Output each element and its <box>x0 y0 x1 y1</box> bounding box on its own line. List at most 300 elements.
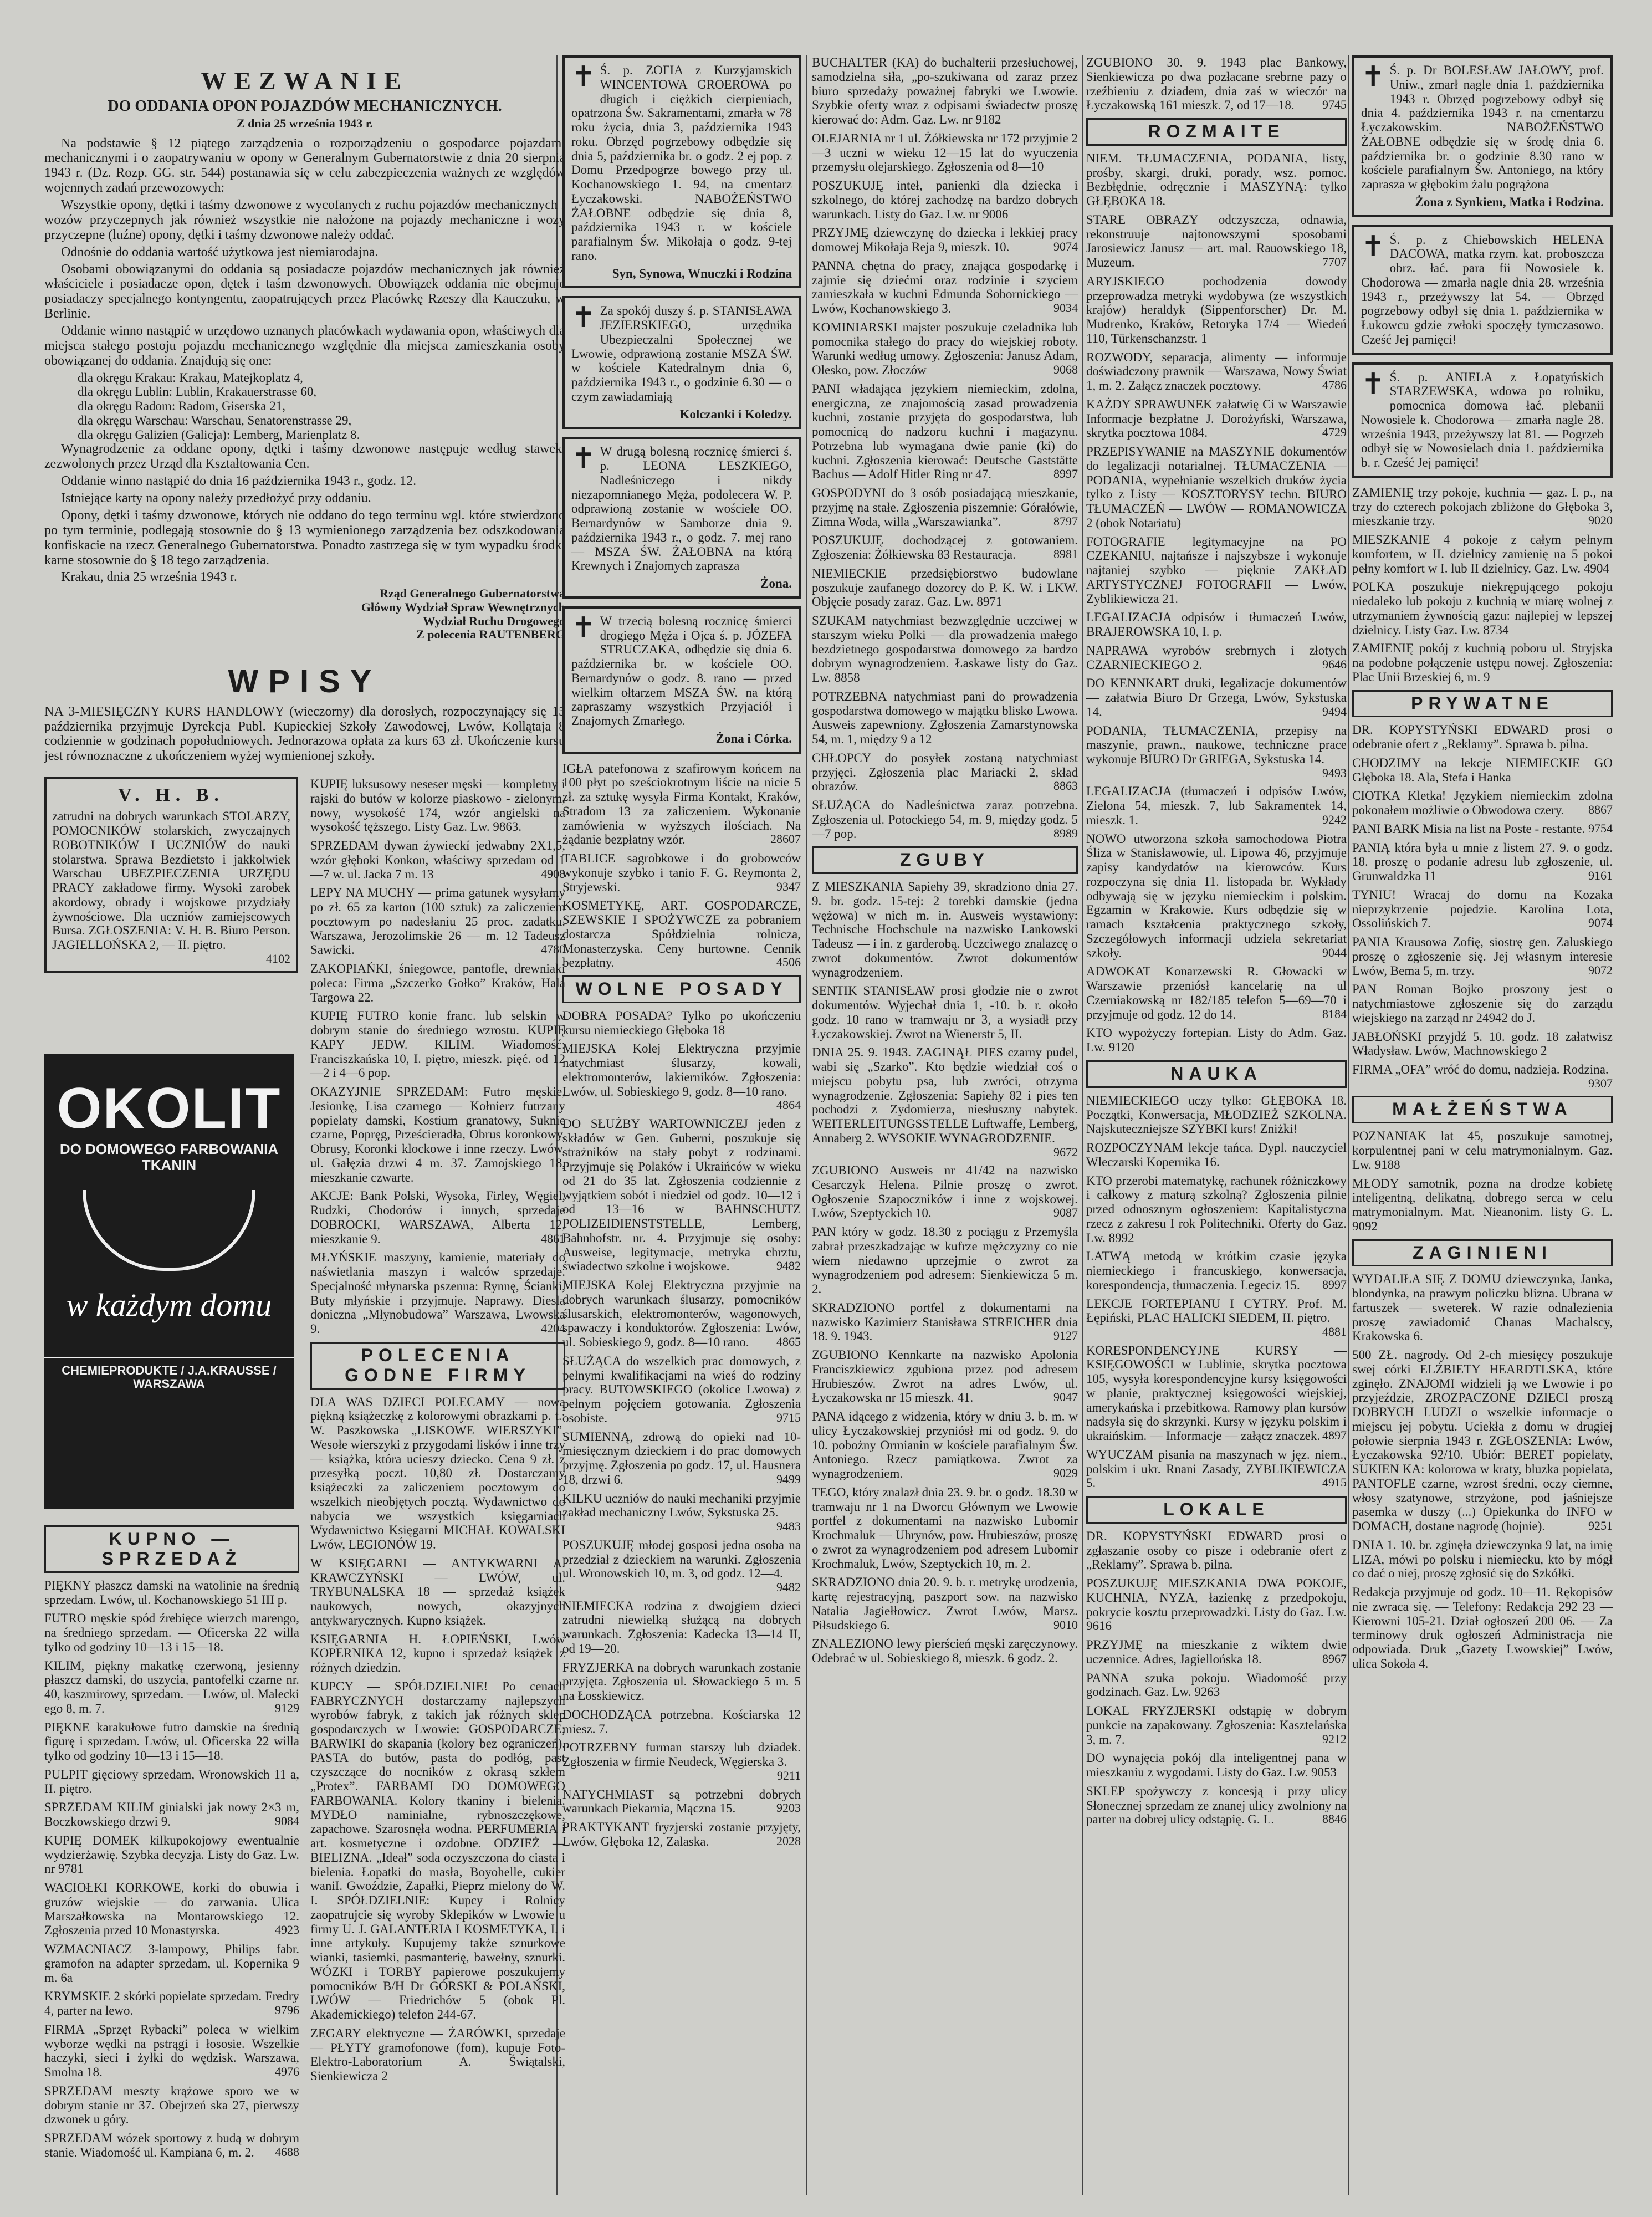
notice-signature-line: Główny Wydział Spraw Wewnętrznych <box>361 600 565 614</box>
ad-number: 9068 <box>1053 362 1078 376</box>
ad-number: 28607 <box>770 832 801 846</box>
ad-number: 9010 <box>1053 1617 1078 1632</box>
ad-number: 9494 <box>1322 704 1347 718</box>
okolit-ad <box>44 1054 294 1509</box>
obituary <box>562 55 801 288</box>
column-5 <box>1352 55 1613 2195</box>
classified-ad <box>310 1250 565 1336</box>
classified-ad <box>1086 964 1347 1021</box>
ad-number: 4861 <box>541 1231 565 1245</box>
ad-number: 9203 <box>776 1801 801 1815</box>
classified-ad <box>812 1301 1078 1344</box>
ad-number: 4506 <box>776 955 801 969</box>
ad-number: 9754 <box>1588 821 1613 835</box>
section-polecenia: POLECENIA GODNE FIRMY <box>310 1342 565 1390</box>
classified-ad <box>562 1491 801 1534</box>
column-2 <box>562 55 801 2195</box>
classified-ad <box>562 1787 801 1816</box>
ad-text: LOKAL FRYZJERSKI odstąpię w dobrym punkcie na zapakowany. Zgłoszenia: Kasztelańska 3, m. 7. <box>1086 1704 1347 1746</box>
classified-ad <box>1352 1538 1613 1581</box>
ad-number: 9084 <box>275 1814 299 1828</box>
bowl-icon <box>83 1190 255 1271</box>
ad-text: AKCJE: Bank Polski, Wysoka, Firley, Węgiel, Rudzki, Chodorów i innych, sprzedaje DOBROCKI, WARSZAWA, Alberta 12, mieszkanie 9. <box>310 1189 565 1246</box>
ad-number: 8797 <box>1053 514 1078 528</box>
ad-text: PRZEPISYWANIE na MASZYNIE dokumentów do legalizacji notarialnej. TŁUMACZENIA — PODANIA, wypełnianie wszelkich druków życia tylko z Listy — KOSZTORYSY techn. BIURO TŁUMACZEŃ — LWÓW — ROMANOWICZA 2 (obok Notariatu) <box>1086 445 1347 530</box>
ad-text: JABŁOŃSKI przyjdź 5. 10. godz. 18 załatwisz Władysław. Lwów, Machnowskiego 2 <box>1352 1029 1613 1058</box>
ad-text: PAN który w godz. 18.30 z pociągu z Przemyśla zabrał przeszkadzając w kufrze mężczyzny co nie wiem niedawno uprzejmie o zwrot za wynagrodzeniem pod adresem: Sienkiewicza 5 m. 2. <box>812 1225 1078 1296</box>
classified-ad <box>310 1009 565 1080</box>
ad-number: 4915 <box>1322 1475 1347 1490</box>
ad-text: PANNA szuka pokoju. Wiadomość przy godzinach. Gaz. Lw. 9263 <box>1086 1671 1347 1699</box>
ad-text: FIRMA „Sprzęt Rybacki” poleca w wielkim wyborze wędki na pstrągi i łososie. Wszelkie haczyki, sieci i żyłki do wędzisk. Warszawa, Smolna 18. <box>44 2022 299 2080</box>
ad-text: KTO przerobi matematykę, rachunek różniczkowy i całkowy z maturą szkolną? Zgłoszenia pilnie przed odnosznym ogłoszeniem: Kapitalistyczna rzecz z zakresu I rok Politechniki. Oferty do Gaz. Lw. 8992 <box>1086 1173 1347 1245</box>
okolit-motto: DO DOMOWEGO FARBOWANIA TKANIN <box>59 1140 279 1173</box>
ad-number: 7707 <box>1322 255 1347 269</box>
classified-ad <box>812 1225 1078 1296</box>
ad-text: ZAMIENIĘ pokój z kuchnią poboru ul. Stryjska na podobne połączenie ustępu nowej. Zgłoszenia: Plac Unii Brzeskiej 6, m. 9 <box>1352 641 1613 684</box>
cross-icon: ✝ <box>571 302 596 334</box>
ad-text: SKLEP spożywczy z koncesją i przy ulicy Słonecznej sprzedam ze znanej ulicy zwolniony na parter na dobrej ulicy odstąpię. G. L. <box>1086 1784 1347 1827</box>
ad-number: 9047 <box>1053 1390 1078 1404</box>
classified-ad <box>812 1348 1078 1405</box>
ad-text: MIEJSKA Kolej Elektryczna przyjmie natychmiast ślusarzy, kowali, elektromonterów, lakierników. Zgłoszenia: Lwów, ul. Sobieskiego 9, godz. 8—10 rano. <box>562 1041 801 1099</box>
classified-ad <box>1352 1030 1613 1059</box>
ad-text: MŁYŃSKIE maszyny, kamienie, materiały do naświetlania maszyn i walców sprzedaje. Specjalność młynarska pszenna: Rynnę, Ścianki, Buty młyńskie i przyjmuje. Naprawy. Diesla doniczna „Młynobudowa” Warszawa, Lwowska 9. <box>310 1250 565 1336</box>
ad-text: LEKCJE FORTEPIANU I CYTRY. Prof. M. Łępiński, PLAC HALICKI SIEDEM, II. piętro. <box>1086 1296 1347 1325</box>
classified-ad <box>1086 724 1347 780</box>
obituary-text: Ś. p. z Chiebowskich HELENA DACOWA, matka rzym. kat. proboszcza obrz. łać. para fii Nowosiele k. Chodorowa — zmarła nagle dnia 28. września 1943 r., przeżywszy lat 54. — Obrzęd pogrzebowy odbył się dnia 1. października w Łukowcu gdzie zwłoki spoczęły tymczasowo. Cześć Jej pamięci! <box>1361 232 1604 346</box>
notice-signature-line: Rząd Generalnego Gubernatorstwa <box>380 586 565 601</box>
ad-text: LATWĄ metodą w krótkim czasie języka niemieckiego i francuskiego, konwersacja, korespondencja, tłumaczenia. Legeciz 15. <box>1086 1249 1347 1292</box>
ad-text: PIĘKNE karakułowe futro damskie na średnią figurę i sprzedam. Lwów, ul. Oficerska 22 willa tylko od godziny 10—13 i 15—18. <box>44 1720 299 1763</box>
classified-ad <box>812 226 1078 254</box>
notice-paragraph: Opony, dętki i taśmy dzwonowe, których nie oddano do tego terminu wgl. które stwierdzono po tym terminie, podlegają stosownie do § 13 wymienionego zarządzenia bez odszkodowania konfiskacie na rzecz Generalnego Gubernatorstwa. Ponadto zastrzega się w tym wypadku środki karne stosownie do § 18 tego zarządzenia. <box>44 508 565 568</box>
ad-text: OLEJARNIA nr 1 ul. Żółkiewska nr 172 przyjmie 2—3 uczni w wieku 12—15 lat do wyuczenia przemysłu olejarskiego. Zgłoszenia od 8—10 <box>812 131 1078 174</box>
classified-ad <box>812 880 1078 979</box>
ad-number: 9251 <box>1588 1519 1613 1533</box>
ad-text: DR. KOPYSTYŃSKI EDWARD prosi o zgłaszanie osoby co pisze i odebranie ofert z „Reklamy”. Sprawa b. pilna. <box>1086 1529 1347 1572</box>
ad-text: NOWO utworzona szkoła samochodowa Piotra Śliza w Stanisławowie, ul. Lipowa 46, przyjmuje zapisy kandydatów na kierowców. Kurs rozpoczyna się dnia 11. listopada br. Wykłady odbywają się w języku niemieckim i polskim. Egzamin w Krakowie. Kurs odbędzie się w ramach kształcenia praktycznego szkoły, Szczegółowych informacji udziela sekretariat szkoły. <box>1086 831 1347 960</box>
classified-ad <box>1352 789 1613 818</box>
classified-ad <box>1086 1671 1347 1700</box>
ad-number: 8184 <box>1322 1007 1347 1021</box>
notice-paragraph: Oddanie winno nastąpić do dnia 16 października 1943 r., godz. 12. <box>61 474 417 489</box>
classified-ad <box>1086 1141 1347 1169</box>
classified-ad <box>562 1661 801 1703</box>
ad-text: POSZUKUJĘ inteł, panienki dla dziecka i szkolnego, do której zachodzę na bardzo dobrych warunkach. Listy do Gaz. Lw. nr 9006 <box>812 178 1078 221</box>
notice-body <box>44 136 565 369</box>
classified-ad <box>1086 610 1347 639</box>
classified-ad <box>44 1768 299 1796</box>
classified-ad <box>1352 1585 1613 1671</box>
ad-text: ADWOKAT Konarzewski R. Głowacki w Warszawie przeniósł kancelarię na ul Czerniakowską nr 182/185 telefon 5—69—70 i przyjmuje od godz. 12 do 14. <box>1086 964 1347 1021</box>
obituary <box>562 296 801 429</box>
ad-text: STARE OBRAZY odczyszcza, odnawia, rekonstruuje najtonowszymi sposobami Jarosiewicz Janusz — art. mal. Rauowskiego 18, Muzeum. <box>1086 212 1347 270</box>
column-divider <box>1348 55 1349 2195</box>
ad-number: 4908 <box>541 866 565 881</box>
ad-text: NIEMIECKIEGO uczy tylko: GŁĘBOKA 18. Początki, Konwersacja, MŁODZIEŻ SZKOLNA. Najskuteczniejsze SZYBKI kurs! Zniżki! <box>1086 1093 1347 1136</box>
ad-text: KUPCY — SPÓŁDZIELNIE! Po cenach FABRYCZNYCH dostarczamy najlepszych wyrobów fabryk, z takich jak różnych sklep gospodarczych w Lwowie: GOSPODARCZE; BARWIKI do skapania (kolory bez ograniczeń). PASTA do butów, pasta do podłóg, past czyszczące do nocników z okrasą szkłem „Protex”. FARBAMI DO DOMOWEGO FARBOWANIA. Kolory tkaniny i bielenia. MYDŁO naminialne, rybnoszczękowe, zapachowe. Szarosnęła wodna. PERFUMERIA i art. kosmetyczne i ozdobne. ODZIEŻ — BIELIZNA. „Ideał” soda oczyszczona do ciasta i bielenia. Łopatki do masła, Boyohelle, cukier waniI. Gwoździe, Zapałki, Pieprz mielony do W. I. SPÓŁDZIELNIE: Kupcy i Rolnicy zaopatrujcie się wyroby Sklepików w Lwowie u firmy U. J. GALANTERIA I KOSMETYKA, I. i inne artykuły. Kupujemy także sznurkowe wianki, tasiemki, pasmanterię, bawełny, sznurki. WÓZKI i TORBY papierowe poszukujemy pomocników B/H Dr GÓRSKI & POLAŃSKI, LWÓW — Friedrichów 5 (obok Pl. Akademickiego) telefon 244-67. <box>310 1679 565 2022</box>
classified-ad <box>1352 1129 1613 1172</box>
ad-text: TABLICE sagrobkowe i do grobowców wykonuje szybko i tanio F. G. Reymonta 2, Stryjewski. <box>562 851 801 894</box>
ads-list <box>310 1395 565 2083</box>
classified-ad <box>562 1820 801 1849</box>
ad-text: NAPRAWA wyrobów srebrnych i złotych CZARNIECKIEGO 2. <box>1086 643 1347 672</box>
ad-number: 8867 <box>1588 803 1613 817</box>
classified-ad <box>1086 832 1347 961</box>
ad-text: TEGO, który znalazł dnia 23. 9. br. o godz. 18.30 w tramwaju nr 1 na Dworcu Głównym we Lwowie portfel z dokumentami na nazwisko Lubomir Krochmaluk — Uhrynów, pow. Hrubieszów, proszę o zwrot za wynagrodzeniem pod adresem Lubomir Krochmaluk, Lwów, Szeptyckich 10, m. 2. <box>812 1485 1078 1571</box>
classified-ad <box>44 1942 299 1985</box>
ad-text: FOTOGRAFIE legitymacyjne na PO CZEKANIU, najtańsze i najszybsze i wykonuje najtaniej szybko — pięknie ZAKŁAD ARTYSTYCZNEJ FOTOGRAFII — Lwów, Zyblikiewicza 21. <box>1086 534 1347 606</box>
notice-signature-line: Z polecenia RAUTENBERG <box>416 627 565 642</box>
ad-text: PULPIT gięciowy sprzedam, Wronowskich 11 a, II. piętro. <box>44 1767 299 1796</box>
section-prywatne: PRYWATNE <box>1352 690 1613 718</box>
ad-text: PANI władająca językiem niemieckim, zdolna, energiczna, ze znajomością zasad prowadzenia kuchni, zostanie przyjęta do gospodarstwa, lub pomocnicą do nadzoru kuchni i magazynu. Potrzebna lub wymagana dwie panie (ki) do kuchni. Zgłoszenia kierować: Deutsche Gaststätte Bachus — Adolf Hitler Ring nr 47. <box>812 381 1078 482</box>
notice-body-2 <box>44 442 565 585</box>
ad-text: POZNANIAK lat 45, poszukuje samotnej, korpulentnej pani w celu matrymonialnym. Gaz. Lw. 9188 <box>1352 1129 1613 1172</box>
ad-text: ARYJSKIEGO pochodzenia dowody przeprowadza metryki wydobywa (ze wszystkich krajów) heraldyk (Sippenforscher) Dr. M. Mudrenko, Kraków, Retoryka 17/4 — Wiedeń 110, Türkenschanzstr. 1 <box>1086 274 1347 345</box>
ad-number: 9074 <box>1053 239 1078 253</box>
notice-list-item: dla okręgu Lublin: Lublin, Krakauerstrasse 60, <box>78 385 317 399</box>
ad-number: 4864 <box>776 1098 801 1112</box>
classified-ad <box>1352 841 1613 883</box>
ad-number: 9672 <box>1053 1145 1078 1159</box>
okolit-maker: CHEMIEPRODUKTE / J.A.KRAUSSE / WARSZAWA <box>44 1357 294 1391</box>
okolit-brand: OKOLIT <box>57 1076 282 1141</box>
ad-number: 9483 <box>776 1519 801 1534</box>
classified-ad <box>1352 533 1613 575</box>
classified-ad <box>1086 1344 1347 1443</box>
ad-number: 4729 <box>1322 425 1347 440</box>
classified-ad <box>1086 350 1347 393</box>
ad-text: NIEMIECKA rodzina z dwojgiem dzieci zatrudni niewielką służącą na dobrych warunkach. Zgłoszenia: Kadecka 13—14 II, od 19—20. <box>562 1598 801 1656</box>
ad-text: POTRZEBNY furman starszy lub dziadek. Zgłoszenia w firmie Neudeck, Węgierska 3. <box>562 1740 801 1769</box>
ad-text: DOCHODZĄCA potrzebna. Kościarska 12 miesz. 7. <box>562 1707 801 1736</box>
section-nauka: NAUKA <box>1086 1060 1347 1088</box>
ad-number: 8997 <box>1322 1277 1347 1291</box>
ad-text: MIESZKANIE 4 pokoje z całym pełnym komfortem, w II. dzielnicy zamienię na 5 pokoi pełny komfort w I. lub II dzielnicy. Gaz. Lw. 4904 <box>1352 533 1613 575</box>
ad-text: OKAZYJNIE SPRZEDAM: Futro męskie, Jesionkę, Lisa czarnego — Kołnierz futrzany popielaty damski, Kostium granatowy, Suknie czarne, Popręg, Prześcieradła, Obrus koronkowy, Obrusy, Koronki klockowe i inne rzeczy. Lwów, ul. Gałęzia drzwi 4 m. 37. Zamojskiego 18, mieszkanie czwarte. <box>310 1085 565 1184</box>
classified-ad <box>562 1740 801 1782</box>
ad-text: KSIĘGARNIA H. ŁOPIEŃSKI, Lwów KOPERNIKA 12, kupno i sprzedaż książek z różnych dziedzin. <box>310 1632 565 1675</box>
ad-number: 9745 <box>1322 98 1347 112</box>
ad-text: SPRZEDAM KILIM ginialski jak nowy 2×3 m, Boczkowskiego drzwi 9. <box>44 1800 299 1829</box>
ad-text: DOBRA POSADA? Tylko po ukończeniu kursu niemieckiego Głęboka 18 <box>562 1008 801 1037</box>
ad-number: 4923 <box>275 1923 299 1937</box>
ad-text: POSZUKUJĘ młodej gosposi jedna osoba na przedział z dzieckiem na warunki. Zgłoszenia ul. Wronowskich 10, m. 3, od godz. 12—4. <box>562 1537 801 1581</box>
cross-icon: ✝ <box>571 612 596 644</box>
classified-ad <box>1352 1272 1613 1344</box>
classified-ad <box>310 1085 565 1184</box>
ad-text: PRZYJMĘ dziewczynę do dziecka i lekkiej pracy domowej Mikołaja Reja 9, mieszk. 10. <box>812 226 1078 254</box>
ad-text: KILKU uczniów do nauki mechaniki przyjmie zakład mechaniczny Lwów, Sykstuska 25. <box>562 1491 801 1520</box>
obituary-text: W trzecią bolesną rocznicę śmierci drogiego Męża i Ojca ś. p. JÓZEFA STRUCZAKA, odbędzie się dnia 6. października br. w kościele OO. Bernardynów o godz. 8. rano — przed wielkim ołtarzem MSZA ŚW. na którą zapraszamy wszystkich Przyjaciół i Znajomych Zmarłego. <box>571 614 792 728</box>
ad-text: SKRADZIONO portfel z dokumentami na nazwisko Kazimierz Stanisława STREICHER dnia 18. 9. 1943. <box>812 1300 1078 1344</box>
ad-text: PRAKTYKANT fryzjerski zostanie przyjęty, Lwów, Głęboka 12, Zalaska. <box>562 1820 801 1848</box>
ad-text: WZMACNIACZ 3-lampowy, Philips fabr. gramofon na adapter sprzedam, ul. Kopernika 9 m. 6a <box>44 1942 299 1985</box>
vhb-title: V. H. B. <box>118 785 224 806</box>
notice-paragraph: Osobami obowiązanymi do oddania są posiadacze pojazdów mechanicznych jak również właściciele i posiadacze opon, dętek i taśm dzwonowych. Obowiązek oddania nie obejmuje posiadaczy specjalnego kontyngentu, zaopatrujących przez Placówkę Rzeszy dla Kauczuku, w Berlinie. <box>44 262 565 321</box>
ad-text: KRYMSKIE 2 skórki popielate sprzedam. Fredry 4, parter na lewo. <box>44 1989 299 2018</box>
cross-icon: ✝ <box>1361 231 1385 263</box>
classified-ad <box>812 614 1078 685</box>
ad-text: POLKA poszukuje niekrępującego pokoju niedaleko lub pokoju z kuchnią w miarę wolnej z utrzymaniem żywnością gazu: najlepiej w lepszej dzielnicy. Listy Gaz. Lw. 8734 <box>1352 580 1613 637</box>
ad-number: 4897 <box>1322 1428 1347 1443</box>
ad-text: PANIĄ która była u mnie z listem 27. 9. o godz. 18. proszę o podanie adresu lub zgłoszenie, ul. Grunwaldzka 11 <box>1352 840 1613 883</box>
ad-text: FRYZJERKA na dobrych warunkach zostanie przyjęta. Zgłoszenia ul. Słowackiego 5 m. 5 na Łosskiewicz. <box>562 1660 801 1703</box>
ad-number: 9129 <box>275 1700 299 1715</box>
classified-ad <box>562 1430 801 1487</box>
kupno-sprzedaz-left <box>44 1520 299 2164</box>
ad-text: IGŁA patefonowa z szafirowym końcem na 100 płyt po sześciokrotnym liście na nicie 5 zł. za sztukę wysyła Firma Kontakt, Kraków, Stradom 13 za zaliczeniem. Wykonanie zamówienia w wyższych ilościach. Na żądanie bezpłatny wzór. <box>562 761 801 847</box>
ad-text: FIRMA „OFA” wróć do domu, nadzieja. Rodzina. <box>1352 1062 1609 1077</box>
ad-text: W KSIĘGARNI — ANTYKWARNI A. KRAWCZYŃSKI — LWÓW, ul. TRYBUNALSKA 18 — sprzedaż książek naukowych, nowych, okazyjnych antykwarycznych. Kupno książek. <box>310 1556 565 1627</box>
column-4 <box>1086 55 1347 2195</box>
classified-ad <box>562 1041 801 1112</box>
classified-ad <box>812 798 1078 841</box>
classified-ad <box>812 178 1078 221</box>
notice-paragraph: Istniejące karty na opony należy przedłożyć przy oddaniu. <box>61 491 371 505</box>
classified-ad <box>812 1575 1078 1632</box>
ad-text: PRZYJMĘ na mieszkanie z wiktem dwie uczennice. Adres, Jagiellońska 18. <box>1086 1638 1347 1666</box>
classified-ad <box>1086 1174 1347 1245</box>
notice-paragraph: Oddanie winno nastąpić w urzędowo uznanych placówkach wydawania opon, właściwych dla miejsca stałego postoju pojazdu mechanicznego względnie dla miejsca zamieszkania osoby obowiązanej do oddania. Znajdują się one: <box>44 324 565 368</box>
classified-ad <box>562 1538 801 1595</box>
classified-ad <box>1086 1026 1347 1055</box>
obituary-text: Ś. p. ANIELA z Łopatyńskich STARZEWSKA, wdowa po rolniku, pomocnica domowa łać. plebanii Nowosiele k. Chodorowa — zmarła nagle 28. września 1943, przeżywszy lat 81. — Pogrzeb odbył się w Nowosielach dnia 1. października b. r. Cześć Jej pamięci! <box>1361 370 1604 469</box>
ad-number: 9211 <box>776 1768 801 1782</box>
classified-ad <box>1086 445 1347 530</box>
classified-ad <box>1086 1784 1347 1827</box>
ad-text: CIOTKA Kletka! Językiem niemieckim zdolna pokonałem możliwie o Obwodowa czery. <box>1352 789 1613 818</box>
classified-ad <box>1086 1751 1347 1780</box>
classified-ad <box>1086 213 1347 270</box>
notice-list-item: dla okręgu Krakau: Krakau, Matejkoplatz 4, <box>78 370 303 385</box>
classified-ad <box>562 851 801 894</box>
ad-text: KUPIĘ FUTRO konie franc. lub selskin w dobrym stanie do średniego wzrostu. KUPIĘ KAPY JEDW. KILIM. Wiadomość: Franciszkańska 10, I. piętro, mieszk. pięć. od 12—2 i 4—6 pop. <box>310 1009 565 1080</box>
ad-number: 4780 <box>541 942 565 957</box>
obituary-signature: Kolczanki i Koledzy. <box>679 407 792 421</box>
classified-ad <box>44 1989 299 2018</box>
ad-number: 8981 <box>1053 547 1078 561</box>
classified-ad <box>562 762 801 847</box>
ad-text: POTRZEBNA natychmiast pani do prowadzenia gospodarstwa domowego w majątku blisko Lwowa. Ausweis zapewniony. Zgłoszenia Zamarstynowska 54, m. 1, między 9 a 12 <box>812 689 1078 746</box>
ad-text: WYUCZAM pisania na maszynach w jęz. niem., polskim i ukr. Rnani Zasady, ZYBLIKIEWICZA 5. <box>1086 1447 1347 1490</box>
ad-text: TYNIU! Wracaj do domu na Kozaka nieprzykrzenie pojedzie. Karolina Lota, Ossolińskich 7. <box>1352 887 1613 931</box>
ad-text: KUPIĘ luksusowy neseser męski — kompletny i rajski do butów w kolorze piaskowo - zielonym, nowy, wysokość 174, wzór angielski na wysokość tęższego. Listy Gaz. Lw. 9863. <box>310 777 565 834</box>
ad-number: 8967 <box>1322 1651 1347 1666</box>
ad-text: Redakcja przyjmuje od godz. 10—11. Rękopisów nie zwraca się. — Telefony: Redakcja 292 23 — Kierowni 105-21. Dział ogłoszeń 200 06. — Za terminowy druk ogłoszeń Administracja nie odpowiada. Druk „Gazety Lwowskiej” Lwów, ulica Sokoła 4. <box>1352 1585 1613 1671</box>
obituary-signature: Syn, Synowa, Wnuczki i Rodzina <box>612 266 792 280</box>
ads-list <box>44 1579 299 2160</box>
ad-number: 9482 <box>776 1259 801 1273</box>
ad-text: SZUKAM natychmiast bezwzględnie uczciwej w starszym wieku Polki — dla prowadzenia małego bezdzietnego gospodarstwa domowego za bardzo dobrym wynagrodzeniem. Łaskawe listy do Gaz. Lw. 8858 <box>812 614 1078 684</box>
ad-text: WACIOŁKI KORKOWE, korki do obuwia i gruzów wiejskie — do zarwania. Ulica Marszałkowska na Montarowskiego 12. Zgłoszenia przed 10 Monastyrska. <box>44 1881 299 1938</box>
ad-text: LEGALIZACJA (tłumaczeń i odpisów Lwów, Zielona 54, mieszk. 7, lub Sakramentek 14, mieszk. 1. <box>1086 784 1347 827</box>
ad-text: GOSPODYNI do 3 osób posiadającą mieszkanie, przyjmę na stałe. Zgłoszenia piszemnie: Górałówie, Zimna Woda, willa „Warszawianka”. <box>812 486 1078 529</box>
classified-ad <box>1352 888 1613 931</box>
section-zaginieni: ZAGINIENI <box>1352 1239 1613 1267</box>
classified-ad <box>1352 982 1613 1025</box>
ad-number: 9127 <box>1053 1329 1078 1343</box>
ad-text: NIEMIECKIE przedsiębiorstwo budowlane poszukuje zaufanego dozorcy do P. K. W. i LKW. Objęcie posady zaraz. Gaz. Lw. 8971 <box>812 566 1078 609</box>
column-3 <box>812 55 1078 2195</box>
classified-ad <box>1352 1177 1613 1234</box>
classified-ad <box>310 962 565 1004</box>
classified-ad <box>310 886 565 957</box>
ad-number: 9646 <box>1322 657 1347 671</box>
classified-ad <box>1352 580 1613 637</box>
cross-icon: ✝ <box>1361 62 1385 93</box>
classified-ad <box>1086 397 1347 440</box>
classified-ad <box>44 1881 299 1938</box>
ad-number: 4688 <box>275 2144 299 2159</box>
obituary <box>1352 225 1613 355</box>
notice-signature-line: Wydział Ruchu Drogowego <box>423 614 565 628</box>
obituary-signature: Żona z Synkiem, Matka i Rodzina. <box>1415 195 1604 209</box>
vhb-text: zatrudni na dobrych warunkach STOLARZY, POMOCNIKÓW stolarskich, zwyczajnych ROBOTNIKÓW I UCZNIÓW do nauki stolarstwa. Sprawa Bezdietsto i jakkolwiek Warschau UBEZPIECZENIA URZĘDU PRACY zakładowe firmy. Wysoki zarobek akordowy, obrady i wojskowe przydziały żywnościowe. Dla uczniów zamiejscowych Bursa. ZGŁOSZENIA: V. H. B. Biuro Person. JAGIELLOŃSKA 2, — II. piętro. <box>52 809 290 952</box>
notice-paragraph: Na podstawie § 12 piątego zarządzenia o rozporządzeniu o gospodarce pojazdami mechanicznymi i o zaopatrywaniu w opony w Generalnym Gubernatorstwie z dnia 20 sierpnia 1943 r. (Dz. Rozp. GG. str. 544) postanawia się w celu zabezpieczenia ważnych ze względów wojennych zadań przewozowych: <box>44 136 565 196</box>
ad-text: DO SŁUŻBY WARTOWNICZEJ jeden z składów w Gen. Guberni, poszukuje się strażników na stały pobyt z rodzinami. Przyjmuje się Polaków i Ukraińców w wieku od 21 do 35 lat. Zgłoszenia codziennie z wyjątkiem sobót i niedziel od godz. 10—12 i od 13—16 w BAHNSCHUTZ POLIZEIDIENSTSTELLE, Lemberg, Bahnhofstr. nr. 4. Przyjmuje się osoby: Ausweise, legitymacje, metryka chrztu, świadectwo szkolne i wojskowe. <box>562 1116 801 1274</box>
notice-paragraph: Odnośnie do oddania wartość użytkowa jest niemiarodajna. <box>61 244 379 259</box>
classified-ad <box>812 259 1078 316</box>
notice-title: WEZWANIE <box>201 67 409 95</box>
ad-text: ROZWODY, separacja, alimenty — informuje doświadczony prawnik — Warszawa, Nowy Świat 1, m. 2. Załącz znaczek pocztowy. <box>1086 350 1347 393</box>
ad-text: DR. KOPYSTYŃSKI EDWARD prosi o odebranie ofert z „Reklamy”. Sprawa b. pilna. <box>1352 723 1613 752</box>
classified-ad <box>562 1354 801 1426</box>
ad-number: 4786 <box>1322 378 1347 392</box>
obituary-signature: Żona i Córka. <box>715 731 792 745</box>
classified-ad <box>812 382 1078 482</box>
ad-text: SPRZEDAM meszty krążowe sporo we w dobrym stanie nr 37. Obejrzeń ska 27, pierwszy dzwonek u góry. <box>44 2083 299 2127</box>
ad-text: SPRZEDAM wózek sportowy z budą w dobrym stanie. Wiadomość ul. Kampiana 6, m. 2. <box>44 2131 299 2159</box>
notice-subtitle: DO ODDANIA OPON POJAZDÓW MECHANICZNYCH. <box>108 97 502 115</box>
classified-ad <box>44 2131 299 2160</box>
classified-ad <box>562 1708 801 1736</box>
ad-text: DLA WAS DZIECI POLECAMY — nową piękną książeczkę z kolorowymi obrazkami p. t.: W. Paszkowska „LISKOWE WIERSZYKI”. Wesołe wierszyki z przygodami lisków i inne trzy — książka, która ucieszy dziecko. Cena 9 zł. z przesyłką poczt. 10,80 zł. Dostarczamy książeczki za zaliczeniem pocztowym do wszelkich nieobjętych pocztą. Wydawnictwo do nabycia we wszystkich księgarniach Wydawnictwo Księgarni MICHAŁ KOWALSKI Lwów, LEGIONÓW 19. <box>310 1394 565 1552</box>
ad-text: PIĘKNY płaszcz damski na watolinie na średnią sprzedam. Lwów, ul. Kochanowskiego 51 III p. <box>44 1578 299 1607</box>
classified-ad <box>812 1045 1078 1159</box>
ad-text: NATYCHMIAST są potrzebni dobrych warunkach Piekarnia, Mączna 15. <box>562 1787 801 1816</box>
ad-text: ZNALEZIONO lewy pierścień męski zaręczynowy. Odebrać w ul. Sobieskiego 8, mieszk. 6 godz. 2. <box>812 1637 1078 1666</box>
ad-number: 4865 <box>776 1335 801 1349</box>
kupno-sprzedaz-right <box>310 777 565 2088</box>
classified-ad <box>44 1659 299 1716</box>
classified-ad <box>1086 1704 1347 1746</box>
ad-text: ROZPOCZYNAM lekcje tańca. Dypl. nauczyciel Wleczarski Kopernika 16. <box>1086 1141 1347 1169</box>
ad-text: Z MIESZKANIA Sapiehy 39, skradziono dnia 27. 9. br. godz. 15-tej: 2 torebki damskie (jedna wężowa) w nich m. in. Ausweis wystawiony: Technische Hochschule na nazwisko Lankowski Tadeusz — i in. z garderobą. Uczciwego znalazcę o zwrot dokumentów. Zwrot dokumentów wynagrodzeniem. <box>812 880 1078 979</box>
ad-text: PAN Roman Bojko proszony jest o natychmiastowe zgłoszenie się do zarządu wiejskiego na zarząd nr 24942 do J. <box>1352 982 1613 1025</box>
notice-list-item: dla okręgu Radom: Radom, Giserska 21, <box>78 399 285 413</box>
classified-ad <box>812 751 1078 794</box>
classified-ad <box>44 1833 299 1876</box>
column-divider <box>1082 55 1083 2195</box>
ad-text: PANNA chętna do pracy, znająca gospodarkę i zajmie się dziećmi oraz rodzinie i szyciem zamieszkała w kuchni Edmunda Sobornickiego — Lwów, Kochanowskiego 3. <box>812 258 1078 315</box>
ad-number: 9072 <box>1588 963 1613 977</box>
ad-text: KTO wypożyczy fortepian. Listy do Adm. Gaz. Lw. 9120 <box>1086 1026 1347 1055</box>
vhb-ad <box>44 777 298 973</box>
classified-ad <box>812 566 1078 609</box>
ad-text: DNIA 1. 10. br. zginęła dziewczynka 9 lat, na imię LIZA, mówi po polsku i niemiecku, kto by mógł co dać o niej, proszę zgłosić się do Szkółki. <box>1352 1537 1613 1581</box>
classified-ad <box>1086 1094 1347 1136</box>
ad-text: NIEM. TŁUMACZENIA, PODANIA, listy, prośby, skargi, druki, porady, wsz. pomoc. Bezbłędnie, odręcznie i MASZYNĄ: tylko GŁĘBOKA 18. <box>1086 151 1347 208</box>
ad-text: SUMIENNĄ, zdrową do opieki nad 10-miesięcznym dzieckiem i do prac domowych przyjmę. Zgłoszenia po godz. 17, ul. Hausnera 18, drzwi 6. <box>562 1429 801 1486</box>
classified-ad <box>812 1637 1078 1666</box>
ad-number: 4976 <box>275 2065 299 2079</box>
ad-number: 9482 <box>776 1580 801 1595</box>
section-lokale: LOKALE <box>1086 1496 1347 1524</box>
notice-signature <box>44 587 565 642</box>
ad-text: DO wynajęcia pokój dla inteligentnej pana w mieszkaniu z wygodami. Listy do Gaz. Lw. 9053 <box>1086 1751 1347 1780</box>
classified-ad <box>1352 756 1613 785</box>
ad-text: PANA idącego z widzenia, który w dniu 3. b. m. w ulicy Łyczakowskiej przyniósł mi od godz. 9. do 10. pobożny Ormianin w kościele parafialnym Św. Antoniego. Rzecz pamiątkowa. Zwrot za wynagrodzeniem. <box>812 1409 1078 1481</box>
ad-text: LEPY NA MUCHY — prima gatunek wysyłamy po zł. 65 za karton (100 sztuk) za zaliczeniem pocztowym po nadesłaniu 25 proc. zadatku. Warszawa, Jerozolimskie 26 — m. 12 Tadeusz Sawicki. <box>310 886 565 957</box>
ad-text: POSZUKUJĘ dochodzącej z gotowaniem. Zgłoszenia: Żółkiewska 83 Restauracja. <box>812 533 1078 561</box>
ad-number: 4204 <box>541 1321 565 1336</box>
ads-list <box>310 777 565 1336</box>
classified-ad <box>562 1599 801 1656</box>
classified-ad <box>1086 1448 1347 1490</box>
ad-number: 8863 <box>1053 779 1078 793</box>
classified-ad <box>812 689 1078 747</box>
ad-text: WYDALIŁA SIĘ Z DOMU dziewczynka, Janka, blondynka, na prawym policzku blizna. Ubrana w fartuszek — sweterek. W razie odnalezienia proszę zawiadomić Chanas Machalscy, Krakowska 6. <box>1352 1272 1613 1344</box>
ad-number: 9493 <box>1322 765 1347 780</box>
cross-icon: ✝ <box>1361 368 1385 400</box>
column-1-subcolumns <box>44 766 565 2159</box>
ad-text: DO KENNKART druki, legalizacje dokumentów — załatwia Biuro Dr Grzega, Lwów, Sykstuska 14. <box>1086 676 1347 719</box>
ad-number: 8846 <box>1322 1812 1347 1826</box>
ad-number: 9242 <box>1322 812 1347 826</box>
obituary <box>562 606 801 754</box>
ad-text: DNIA 25. 9. 1943. ZAGINĄŁ PIES czarny pudel, wabi się „Szarko”. Kto będzie wiedział coś o miejscu pobytu psa, lub zwróci, otrzyma wynagrodzenie. Zgłoszenia: Sapiehy 82 i pies ten pochodzi z Zydomierza, niesłuszny nabytek. WEITERLEITUNGSSTELLE Luftwaffe, Lemberg, Annaberg 2. WYSOKIE WYNAGRODZENIE. <box>812 1045 1078 1145</box>
section-kupno: KUPNO — SPRZEDAŻ <box>44 1525 299 1573</box>
classified-ad <box>1086 1638 1347 1667</box>
classified-ad <box>1086 151 1347 208</box>
classified-ad <box>812 320 1078 377</box>
classified-ad <box>44 1579 299 1607</box>
classified-ad <box>812 131 1078 174</box>
ad-text: PANI BARK Misia na list na Poste - restante. <box>1352 821 1585 836</box>
classified-ad <box>1086 1576 1347 1633</box>
obituary-text: Za spokój duszy ś. p. STANISŁAWA JEZIERSKIEGO, urzędnika Ubezpieczalni Społecznej we Lwowie, odprawioną zostanie MSZA ŚW. w kościele Katedralnym dnia 6, października 1943 r., o godzinie 6.30 — o czym zawiadamiają <box>571 304 792 403</box>
notice-paragraph: Wynagrodzenie za oddane opony, dętki i taśmy dzwonowe następuje według stawek, zezwolonych przez Urząd dla Kształtowania Cen. <box>44 442 565 472</box>
ad-text: SENTIK STANISŁAW prosi głodzie nie o zwrot dokumentów. Wyjechał dnia 1, -10. b. r. około godz. 10 rano w tramwaju nr 3, a wysiadł przy Łyczakowskiej. Zwrot na Wienerstr 5, II. <box>812 984 1078 1041</box>
obituary <box>1352 362 1613 478</box>
ad-number: 9212 <box>1322 1731 1347 1746</box>
classified-ad <box>310 1679 565 2022</box>
classified-ad <box>812 533 1078 562</box>
ad-text: ZAKOPIAŃKI, śniegowce, pantofle, drewniaki poleca: Firma „Szczerko Gołko” Kraków, Hala Targowa 22. <box>310 962 565 1004</box>
ad-text: ZEGARY elektryczne — ŻARÓWKI, sprzedaje — PŁYTY gramofonowe (fom), kupuje Foto-Elektro-Laboratorium A. Świątalski, Sienkiewicza 2 <box>310 2026 565 2083</box>
section-wolne: WOLNE POSADY <box>562 975 801 1003</box>
classified-ad <box>812 984 1078 1041</box>
notice-list-item: dla okręgu Warschau: Warschau, Senatorenstrasse 29, <box>78 413 352 427</box>
classified-ad <box>562 1278 801 1350</box>
ad-number: 9715 <box>776 1410 801 1424</box>
obituary <box>562 437 801 599</box>
classified-ad <box>562 1117 801 1274</box>
classified-ad <box>310 1632 565 1675</box>
classified-ad <box>1086 643 1347 672</box>
classified-ad <box>44 2084 299 2127</box>
classified-ad <box>562 898 801 970</box>
ad-text: PANIA Krausowa Zofię, siostrę gen. Zaluskiego proszę o zgłoszenie się. Jej własnym interesie Lwów, Bema 5, m. trzy. <box>1352 935 1613 978</box>
classified-ad <box>1086 55 1347 113</box>
ad-text: SPRZEDAM dywan źywieckí jedwabny 2X1,5, wzór głęboki Konkon, właściwy sprzedam od 1—7 w. ul. Jacka 7 m. 13 <box>310 839 565 881</box>
classified-ad <box>1086 535 1347 606</box>
ad-text: MŁODY samotnik, pozna na drodze kobietę inteligentną, delikatną, dobrego serca w celu matrymonialnym. Mat. Nieanonim. listy G. L. 9092 <box>1352 1176 1613 1233</box>
ad-number: 9161 <box>1588 869 1613 883</box>
